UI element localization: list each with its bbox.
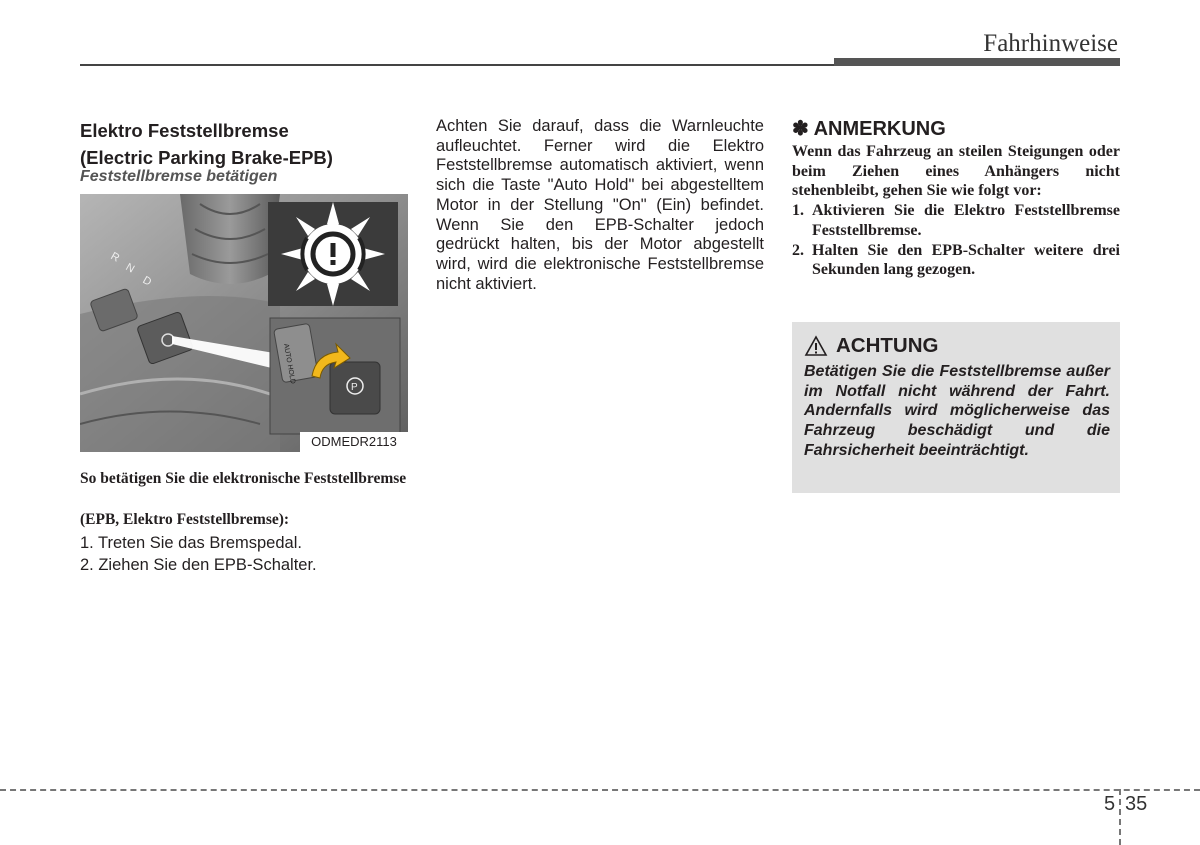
section-subtitle: Feststellbremse betätigen xyxy=(80,168,278,185)
caution-box xyxy=(792,322,1120,493)
how-to-heading-sub: (EPB, Elektro Feststellbremse): xyxy=(80,511,290,528)
caution-header xyxy=(804,334,939,358)
header-rule xyxy=(80,64,834,66)
note-list-item xyxy=(792,241,1120,280)
section-title-line-1: Elektro Feststellbremse xyxy=(80,120,289,141)
auto-hold-label: AUTO HOLD xyxy=(282,343,296,385)
note-symbol-icon: ✽ xyxy=(792,118,809,140)
note-item-text: Halten Sie den EPB-Schalter weitere drei Sekunden lang gezogen. xyxy=(812,241,1120,279)
epb-info-paragraph: Achten Sie darauf, dass die Warnleuchte aufleuchtet. Ferner wird die Elektro Feststellbremse automatisch aktiviert, wenn sich die Taste "Auto Hold" bei abgestelltem Motor in der Stellung "On" (Ein) befindet. Wenn Sie den EPB-Schalter jedoch gedrückt halten, bis der Motor abgestellt wird, wird die elektronische Feststellbremse nicht aktiviert. xyxy=(436,117,764,293)
note-title: ANMERKUNG xyxy=(813,118,946,140)
footer-dashed-divider xyxy=(1119,789,1121,845)
shifter-letter-n: N xyxy=(123,261,137,276)
footer-dashed-rule xyxy=(0,789,1200,791)
warning-triangle-icon xyxy=(804,335,828,357)
svg-text:P: P xyxy=(351,382,358,393)
caution-title: ACHTUNG xyxy=(836,334,939,357)
note-intro: Wenn das Fahrzeug an steilen Steigungen oder beim Ziehen eines Anhängers nicht stehenbleibt, gehen Sie wie folgt vor: xyxy=(792,143,1120,200)
step-item: 1. Treten Sie das Bremspedal. xyxy=(80,534,302,552)
shifter-letter-d: D xyxy=(140,274,154,289)
chapter-number: 5 xyxy=(1104,793,1116,815)
how-to-heading: So betätigen Sie die elektronische Feststellbremse xyxy=(80,470,407,487)
page-number: 35 xyxy=(1125,793,1148,815)
note-list xyxy=(792,201,1120,280)
caution-text: Betätigen Sie die Feststellbremse außer im Notfall nicht während der Fahrt. Andernfalls wird möglicherweise das Fahrzeug beschädigt und die Fahrsicherheit beeinträchtigt. xyxy=(804,363,1110,459)
shifter-letter-r: R xyxy=(108,250,122,265)
note-item-number: 1. xyxy=(792,202,804,220)
epb-figure-drawing xyxy=(80,194,408,452)
note-item-number: 2. xyxy=(792,241,804,259)
figure-code: ODMEDR2113 xyxy=(300,432,408,452)
section-title xyxy=(80,117,410,171)
step-item: 2. Ziehen Sie den EPB-Schalter. xyxy=(80,556,317,574)
note-heading xyxy=(792,116,946,141)
epb-figure xyxy=(80,194,408,452)
parking-brake-warning-icon xyxy=(281,202,385,306)
page-header-title: Fahrhinweise xyxy=(983,30,1118,57)
note-list-item xyxy=(792,201,1120,240)
note-item-text: Aktivieren Sie die Elektro Feststellbremse Feststellbremse. xyxy=(812,202,1120,239)
header-bar xyxy=(834,58,1120,66)
note-body xyxy=(792,142,1120,280)
steps-list xyxy=(80,532,410,576)
section-title-line-2: (Electric Parking Brake-EPB) xyxy=(80,147,333,168)
